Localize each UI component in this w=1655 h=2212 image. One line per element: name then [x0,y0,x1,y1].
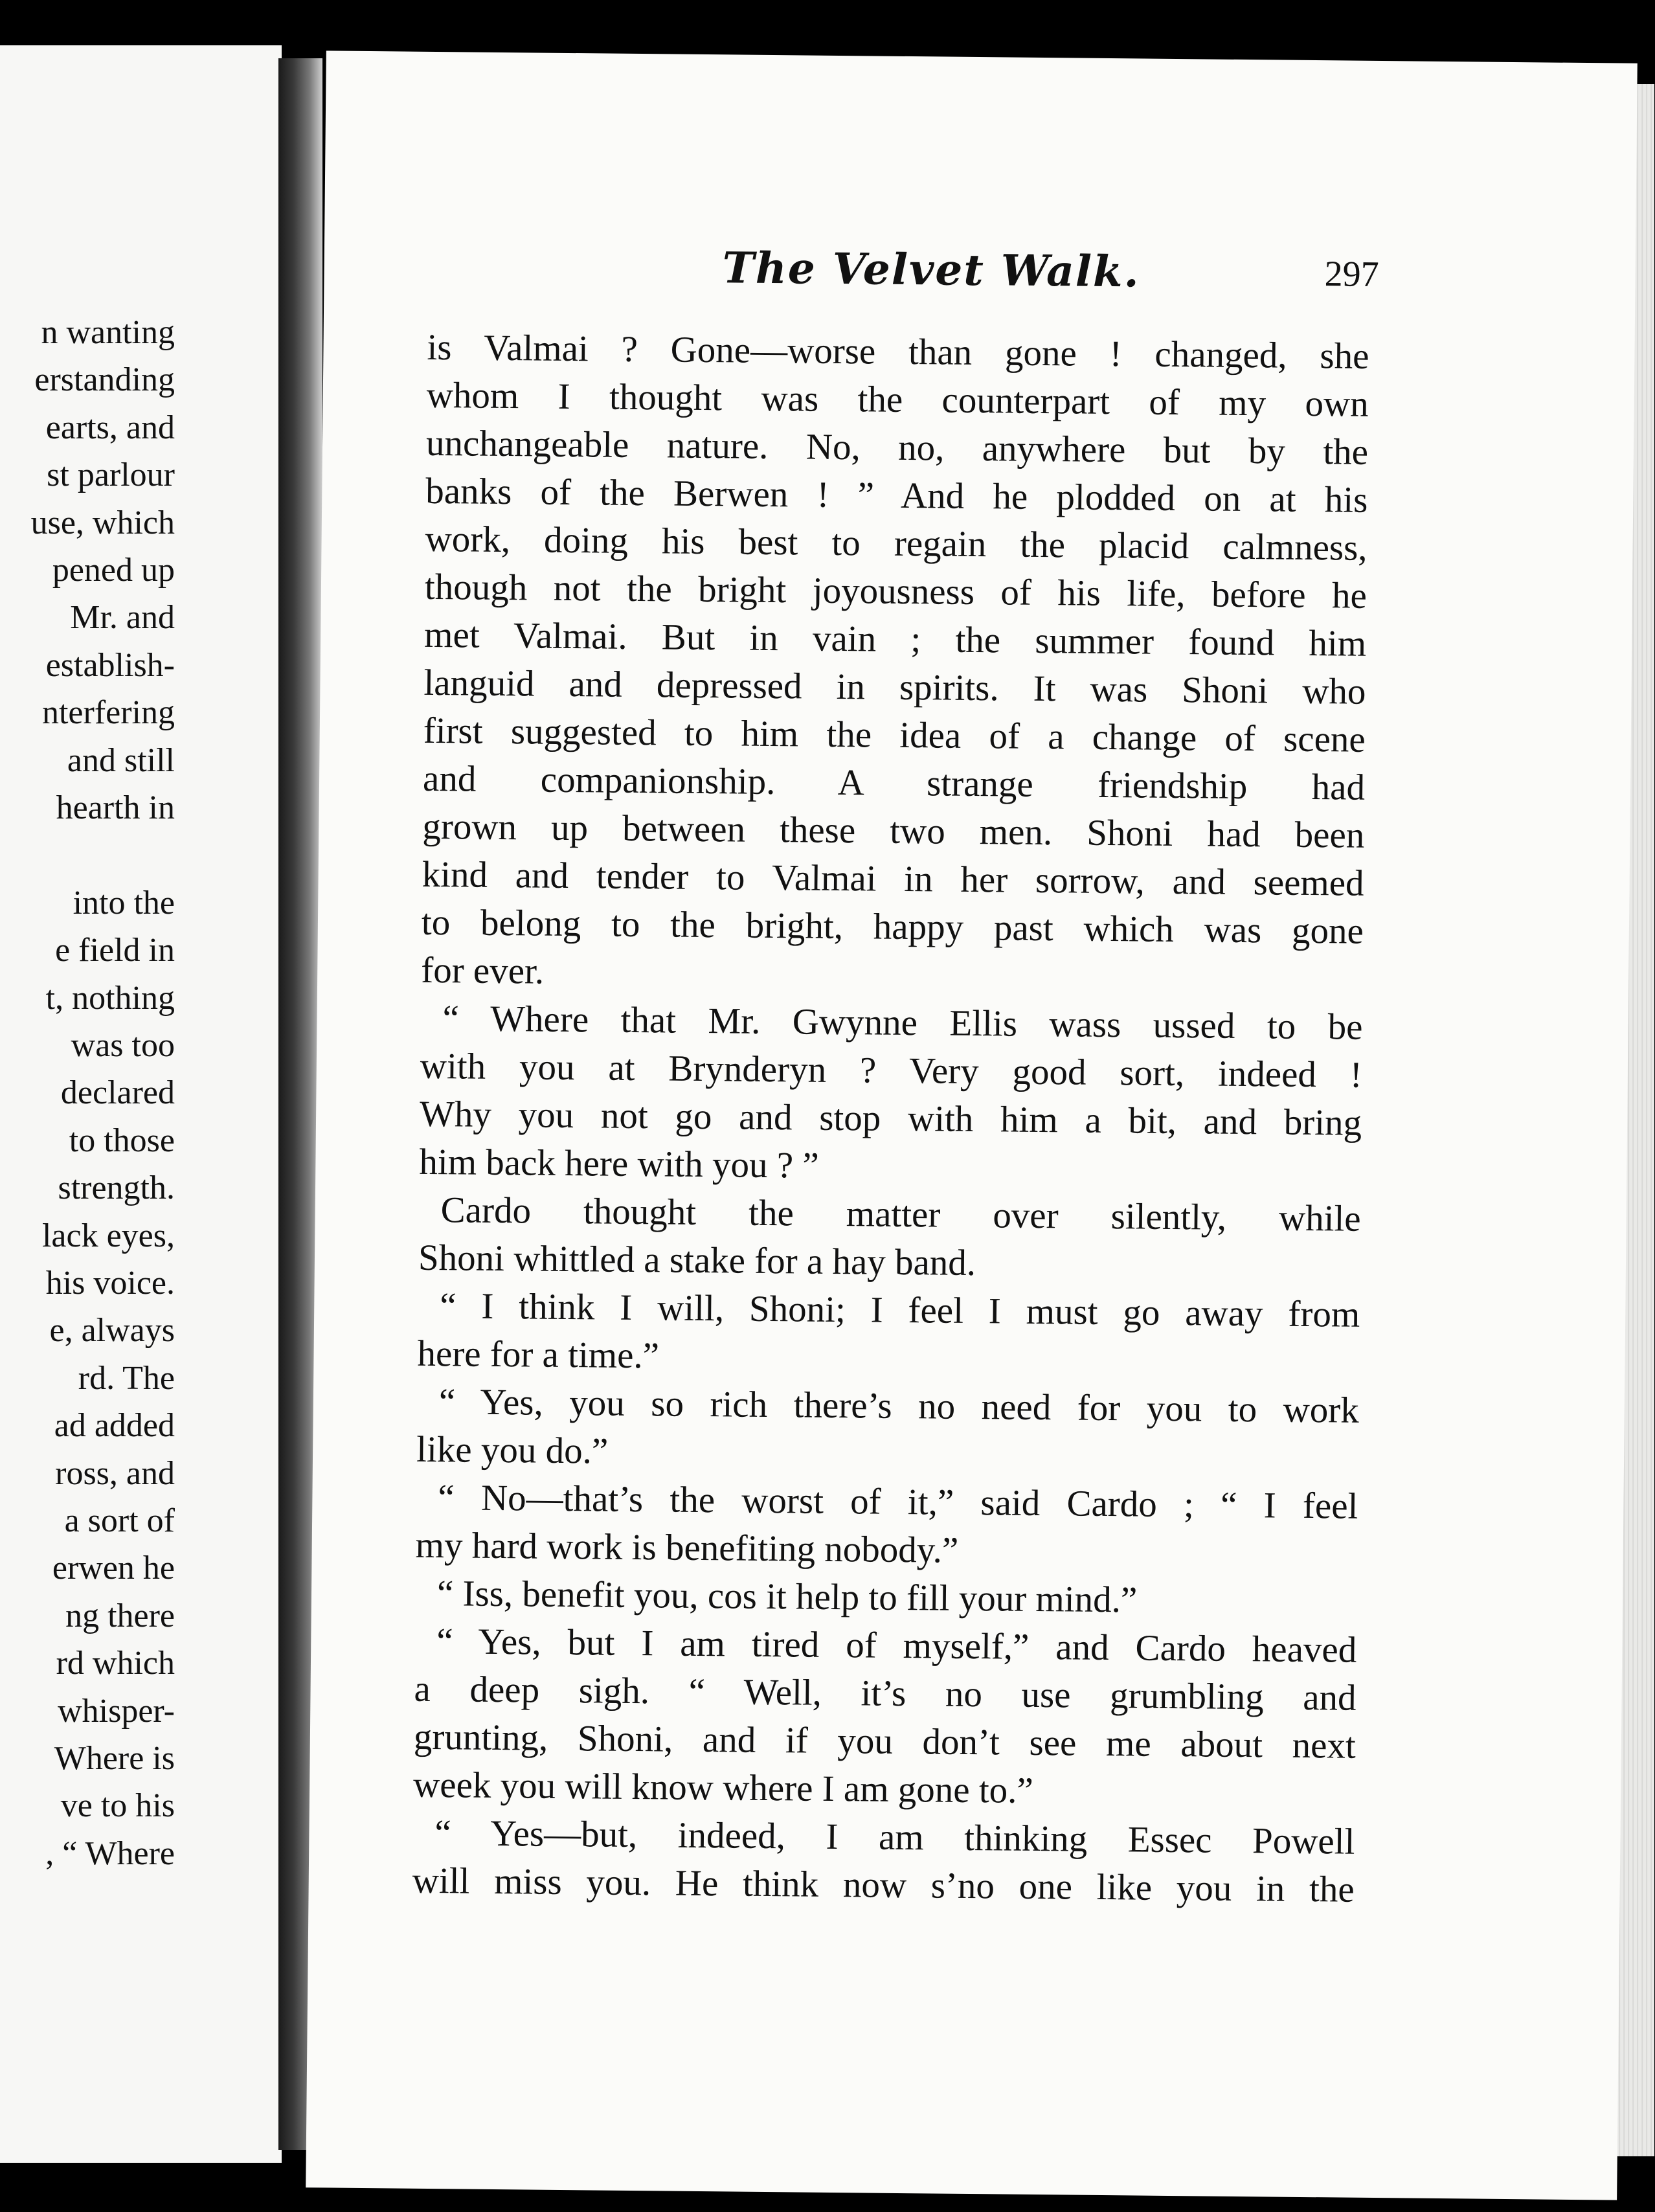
text-line: banks of the Berwen ! ” And he plodded on at his [425,470,1368,521]
text-line: “ Iss, benefit you, cos it help to fill your mind.” [436,1573,1138,1621]
left-page-line: hearth in [56,789,175,826]
text-line: him back here with you ? ” [419,1141,819,1186]
text-line: grunting, Shoni, and if you don’t see me about next [413,1716,1357,1766]
text-line: week you will know where I am gone to.” [412,1764,1034,1811]
text-line: with you at Brynderyn ? Very good sort, indeed ! [420,1045,1363,1096]
left-page-line: use, which [30,504,175,541]
text-line: first suggested to him the idea of a change of scene [423,710,1366,760]
body-text [412,324,1369,1914]
left-page-line: erwen he [52,1550,175,1587]
left-page-line: and still [67,741,175,779]
left-page-line: was too [71,1027,175,1064]
text-line: kind and tender to Valmai in her sorrow, and seemed [422,853,1364,904]
left-page-line: , “ Where [45,1834,175,1872]
running-head [324,238,1636,328]
text-line: whom I thought was the counterpart of my own [426,374,1369,425]
text-line: languid and depressed in spirits. It was Shoni who [423,662,1366,712]
left-page-line: Where is [54,1740,175,1777]
text-line: to belong to the bright, happy past which was gone [421,901,1364,952]
left-page-line: establish- [45,646,175,684]
left-page-line: erstanding [34,361,175,399]
left-page-line: declared [60,1074,175,1112]
text-line: met Valmai. But in vain ; the summer found him [423,614,1367,664]
left-page-line: rd. The [78,1359,175,1397]
text-line: here for a time.” [417,1333,660,1377]
left-page-line: a sort of [64,1502,175,1539]
text-line: my hard work is benefiting nobody.” [415,1524,959,1571]
text-line: Shoni whittled a stake for a hay band. [418,1237,976,1284]
text-line: and companionship. A strange friendship had [422,758,1366,808]
text-line: “ No—that’s the worst of it,” said Cardo ; “ I feel [438,1477,1358,1527]
text-line: Why you not go and stop with him a bit, and bring [419,1093,1362,1144]
text-line: a deep sigh. “ Well, it’s no use grumbling and [414,1668,1357,1719]
text-line: for ever. [420,949,545,992]
text-line: though not the bright joyousness of his life, before he [424,566,1368,616]
left-page-line: his voice. [45,1265,175,1302]
text-line: will miss you. He think now s’no one like you in the [412,1860,1355,1910]
page-number: 297 [1324,254,1379,295]
text-line: work, doing his best to regain the placid calmness, [425,518,1368,569]
text-line: “ Yes—but, indeed, I am thinking Essec Powell [434,1812,1355,1862]
left-page-line: e field in [55,932,175,969]
text-line: grown up between these two men. Shoni had been [422,806,1365,856]
left-page-line: n wanting [41,314,175,351]
left-page-line: ross, and [55,1454,175,1492]
text-line: “ Yes, you so rich there’s no need for you to work [438,1381,1360,1431]
left-page-line: e, always [49,1312,175,1349]
left-page-line: rd which [56,1645,175,1682]
text-line: is Valmai ? Gone—worse than gone ! changed, she [427,326,1369,377]
left-facing-page [0,45,282,2163]
text-line: “ Where that Mr. Gwynne Ellis wass ussed to be [442,998,1363,1048]
left-page-line: to those [69,1122,175,1159]
left-page-line: ve to his [60,1787,175,1825]
text-line: like you do.” [416,1428,609,1472]
text-line: unchangeable nature. No, no, anywhere but by the [425,422,1369,473]
left-page-line: whisper- [58,1692,175,1730]
left-page-line: lack eyes, [41,1217,175,1254]
left-page-line: st parlour [47,457,175,494]
text-line: “ I think I will, Shoni; I feel I must go away from [439,1285,1360,1335]
left-page-line: into the [73,884,175,921]
left-page-line: earts, and [45,409,175,446]
left-page-line: t, nothing [45,979,175,1017]
book-page [306,51,1638,2200]
left-page-line: ng there [65,1597,175,1634]
left-page-line: Mr. and [70,599,175,637]
text-line: Cardo thought the matter over silently, while [440,1190,1361,1239]
left-page-line: nterfering [41,694,175,732]
left-page-line: strength. [58,1169,175,1207]
running-head-title: The Velvet Walk. [722,242,1141,297]
left-page-line: pened up [52,552,175,589]
left-page-line: ad added [54,1407,175,1445]
text-line: “ Yes, but I am tired of myself,” and Cardo heaved [436,1621,1357,1671]
